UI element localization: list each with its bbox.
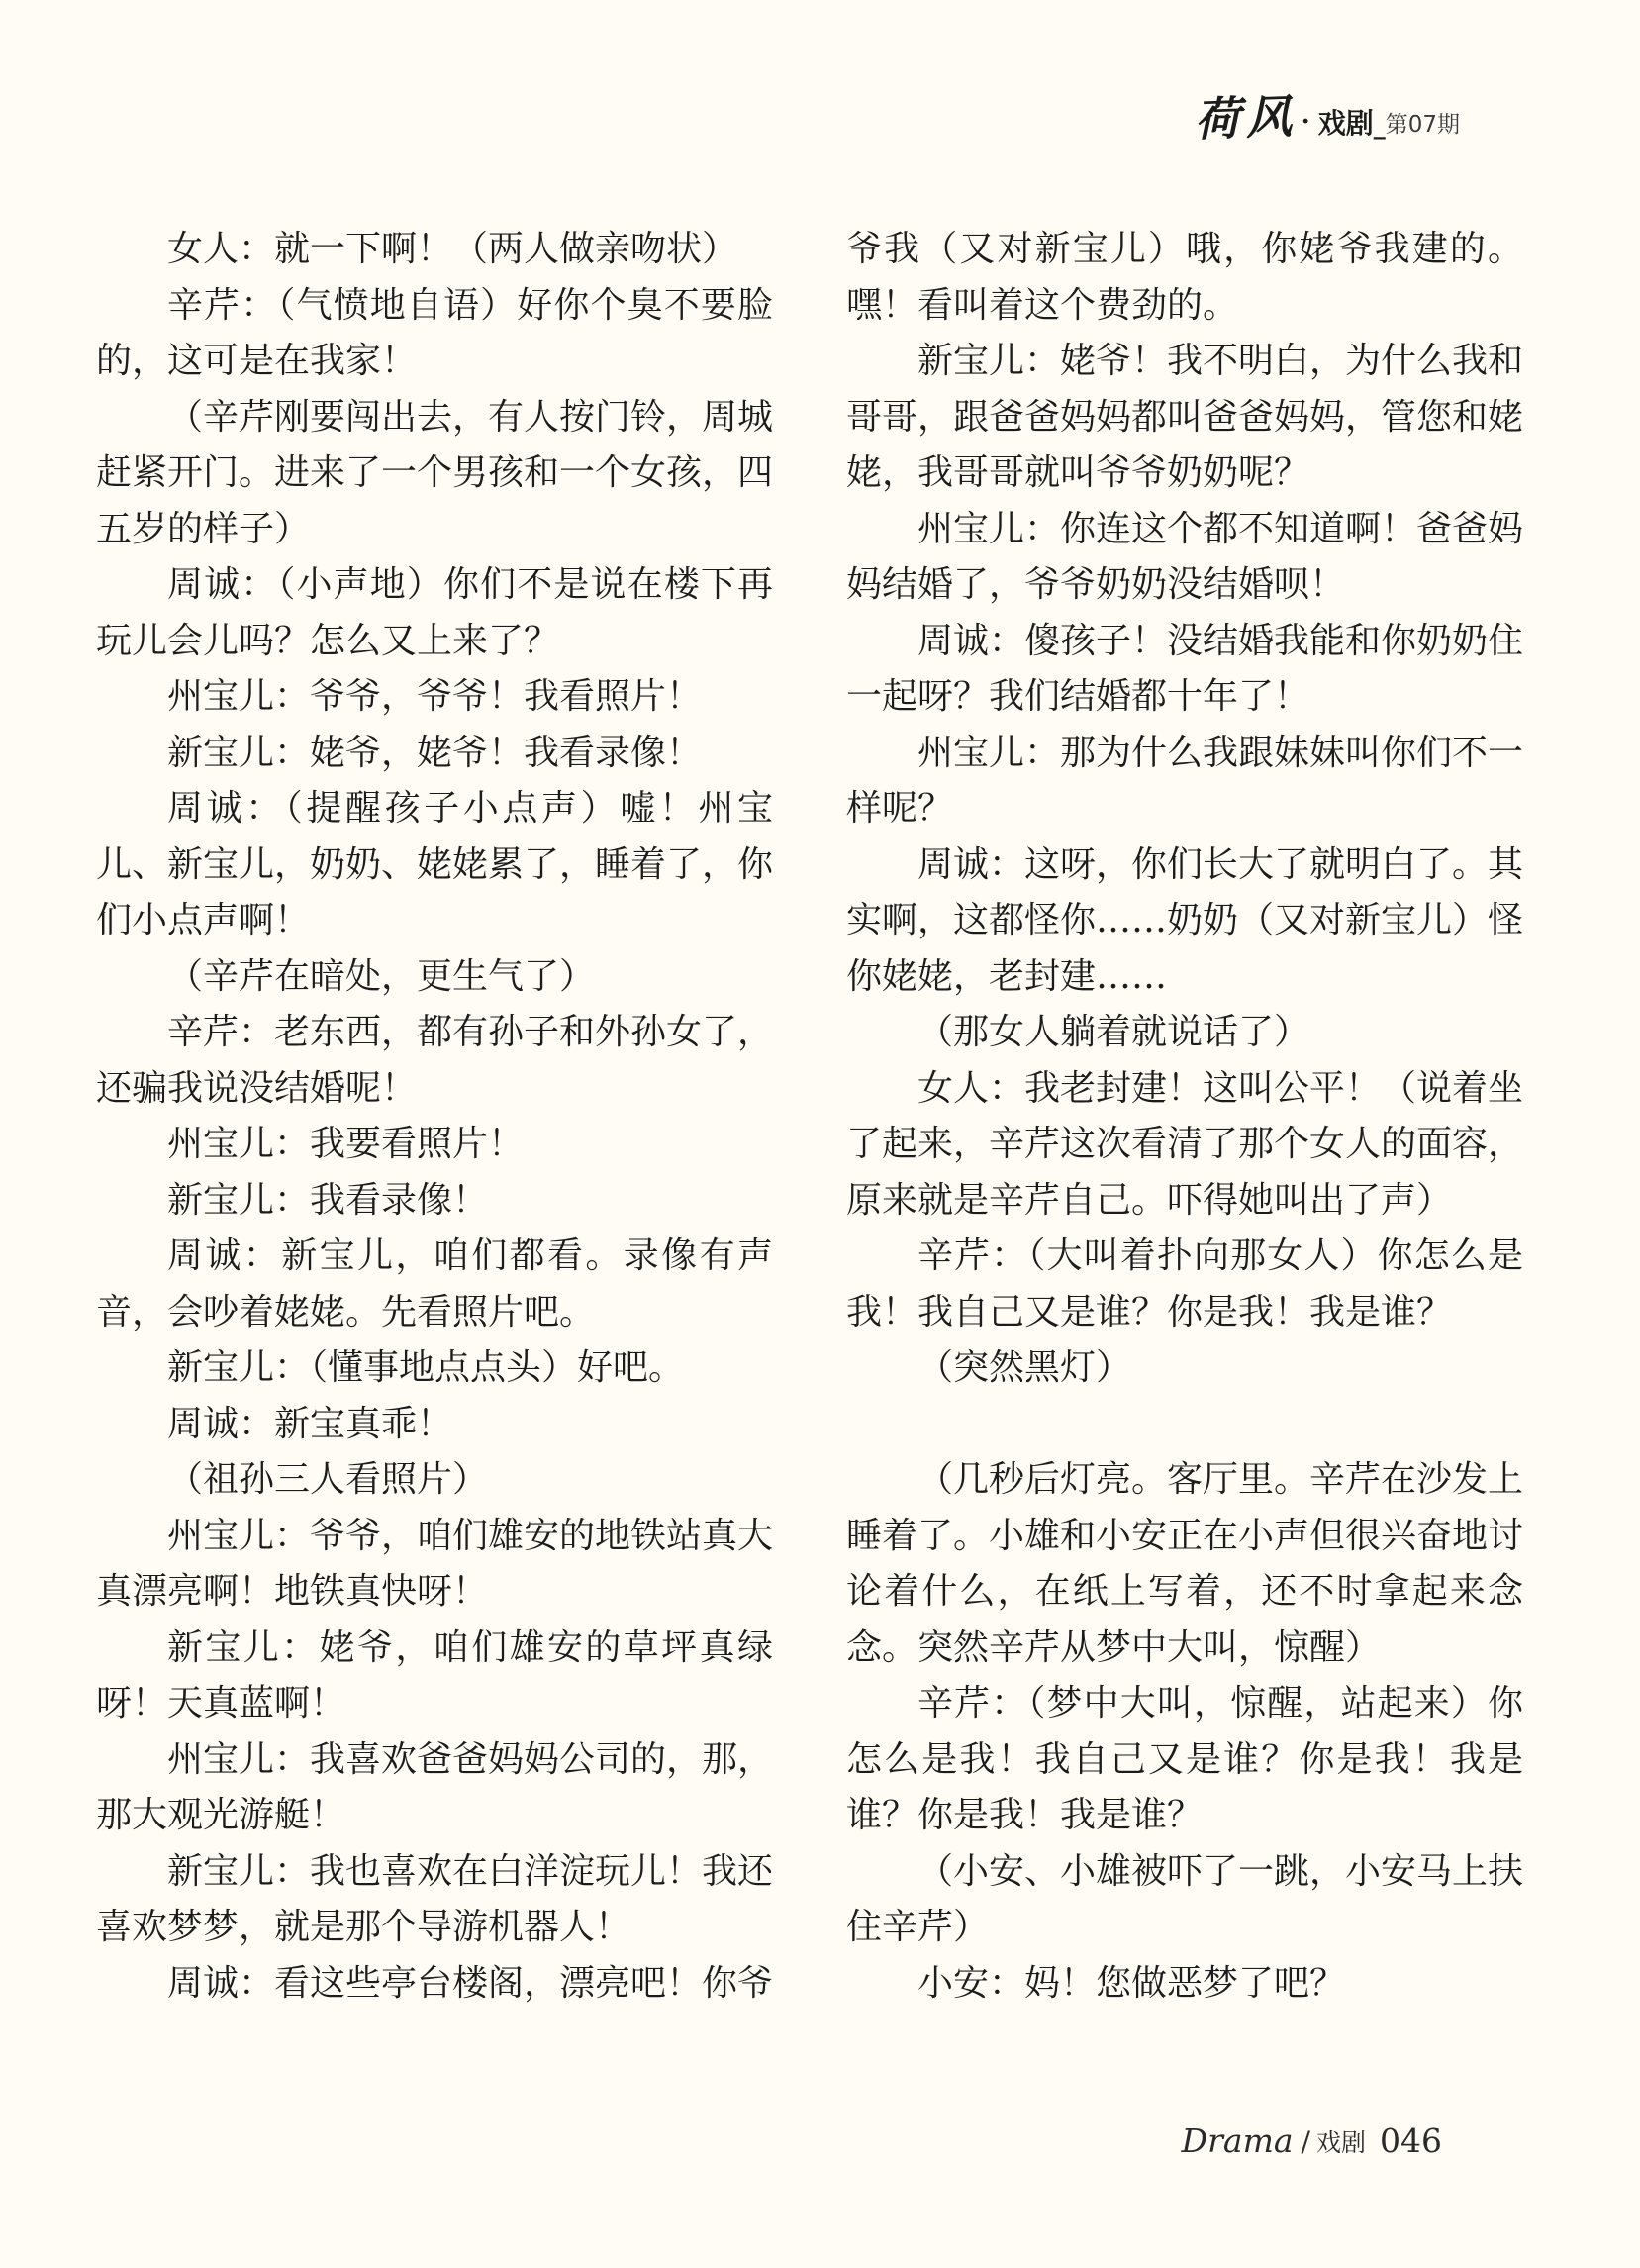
issue-underscore: _	[1373, 112, 1386, 140]
script-paragraph: 周诚：（小声地）你们不是说在楼下再玩儿会儿吗？怎么又上来了？	[96, 564, 773, 661]
script-paragraph: 新宝儿：我看录像！	[167, 1179, 489, 1221]
script-paragraph: 女人：我老封建！这叫公平！（说着坐了起来，辛芹这次看清了那个女人的面容，原来就是辛芹自己。吓得她叫出了声）	[846, 1067, 1524, 1221]
script-paragraph: 新宝儿：（懂事地点点头）好吧。	[167, 1347, 685, 1388]
script-paragraph: （祖孙三人看照片）	[167, 1459, 489, 1500]
issue-number: 第07期	[1385, 112, 1460, 138]
footer-page-number: 046	[1380, 2121, 1442, 2160]
script-paragraph: 新宝儿：我也喜欢在白洋淀玩儿！我还喜欢梦梦，就是那个导游机器人！	[96, 1850, 774, 1947]
header-separator-dot: ·	[1301, 107, 1310, 137]
script-paragraph: （那女人躺着就说话了）	[917, 1012, 1310, 1052]
magazine-header	[1193, 89, 1460, 147]
page-footer	[1181, 2121, 1442, 2160]
script-paragraph: 爷我（又对新宝儿）哦，你姥爷我建的。嘿！看叫着这个费劲的。	[846, 229, 1523, 326]
section-title: 戏剧	[1317, 107, 1374, 140]
brand-logo-text: 荷风	[1193, 89, 1299, 147]
blank-line	[846, 1397, 1523, 1453]
script-paragraph: 辛芹：老东西，都有孙子和外孙女了，还骗我说没结婚呢！	[96, 1012, 774, 1109]
script-paragraph: 州宝儿：我喜欢爸爸妈妈公司的，那，那大观光游艇！	[96, 1738, 774, 1835]
script-paragraph: 周诚：傻孩子！没结婚我能和你奶奶住一起呀？我们结婚都十年了！	[846, 620, 1524, 717]
script-paragraph: 州宝儿：你连这个都不知道啊！爸爸妈妈结婚了，爷爷奶奶没结婚呗！	[846, 508, 1524, 605]
script-paragraph: （小安、小雄被吓了一跳，小安马上扶住辛芹）	[846, 1850, 1524, 1947]
script-paragraph: （辛芹在暗处，更生气了）	[167, 955, 596, 997]
script-paragraph: 州宝儿：那为什么我跟妹妹叫你们不一样呢？	[846, 732, 1524, 829]
script-paragraph: 新宝儿：姥爷！我不明白，为什么我和哥哥，跟爸爸妈妈都叫爸爸妈妈，管您和姥姥，我哥哥就叫爷爷奶奶呢？	[846, 341, 1524, 493]
script-paragraph: 辛芹：（大叫着扑向那女人）你怎么是我！我自己又是谁？你是我！我是谁？	[846, 1235, 1523, 1332]
script-paragraph: 辛芹：（梦中大叫，惊醒，站起来）你怎么是我！我自己又是谁？你是我！我是谁？你是我！我是谁？	[846, 1683, 1523, 1835]
script-paragraph: （辛芹刚要闯出去，有人按门铃，周城赶紧开门。进来了一个男孩和一个女孩，四五岁的样子）	[96, 396, 774, 549]
script-paragraph: 周诚：新宝儿，咱们都看。录像有声音，会吵着姥姥。先看照片吧。	[96, 1235, 773, 1332]
script-paragraph: 新宝儿：姥爷，咱们雄安的草坪真绿呀！天真蓝啊！	[96, 1627, 773, 1724]
script-paragraph: （突然黑灯）	[917, 1347, 1132, 1388]
script-paragraph: 周诚：看这些亭台楼阁，漂亮吧！你爷	[167, 1962, 774, 2004]
script-paragraph: 州宝儿：我要看照片！	[167, 1124, 525, 1164]
script-paragraph: 州宝儿：爷爷，咱们雄安的地铁站真大真漂亮啊！地铁真快呀！	[96, 1515, 774, 1612]
script-paragraph: 周诚：（提醒孩子小点声）嘘！州宝儿、新宝儿，奶奶、姥姥累了，睡着了，你们小点声啊！	[96, 788, 774, 940]
script-paragraph: 女人：就一下啊！（两人做亲吻状）	[167, 229, 738, 269]
script-paragraph: 辛芹：（气愤地自语）好你个臭不要脸的，这可是在我家！	[96, 284, 773, 381]
left-column	[96, 222, 773, 2012]
script-paragraph: 周诚：这呀，你们长大了就明白了。其实啊，这都怪你……奶奶（又对新宝儿）怪你姥姥，老封建……	[846, 843, 1524, 997]
footer-label-en: Drama	[1181, 2121, 1294, 2160]
script-paragraph: （几秒后灯亮。客厅里。辛芹在沙发上睡着了。小雄和小安正在小声但很兴奋地讨论着什么，在纸上写着，还不时拿起来念念。突然辛芹从梦中大叫，惊醒）	[846, 1459, 1524, 1668]
footer-slash: /	[1301, 2125, 1310, 2158]
right-column	[846, 222, 1523, 2012]
script-paragraph: 新宝儿：姥爷，姥爷！我看录像！	[167, 732, 703, 773]
script-paragraph: 小安：妈！您做恶梦了吧？	[917, 1962, 1346, 2004]
script-paragraph: 州宝儿：爷爷，爷爷！我看照片！	[167, 676, 703, 717]
script-paragraph: 周诚：新宝真乖！	[167, 1403, 453, 1444]
footer-label-zh: 戏剧	[1315, 2128, 1366, 2157]
